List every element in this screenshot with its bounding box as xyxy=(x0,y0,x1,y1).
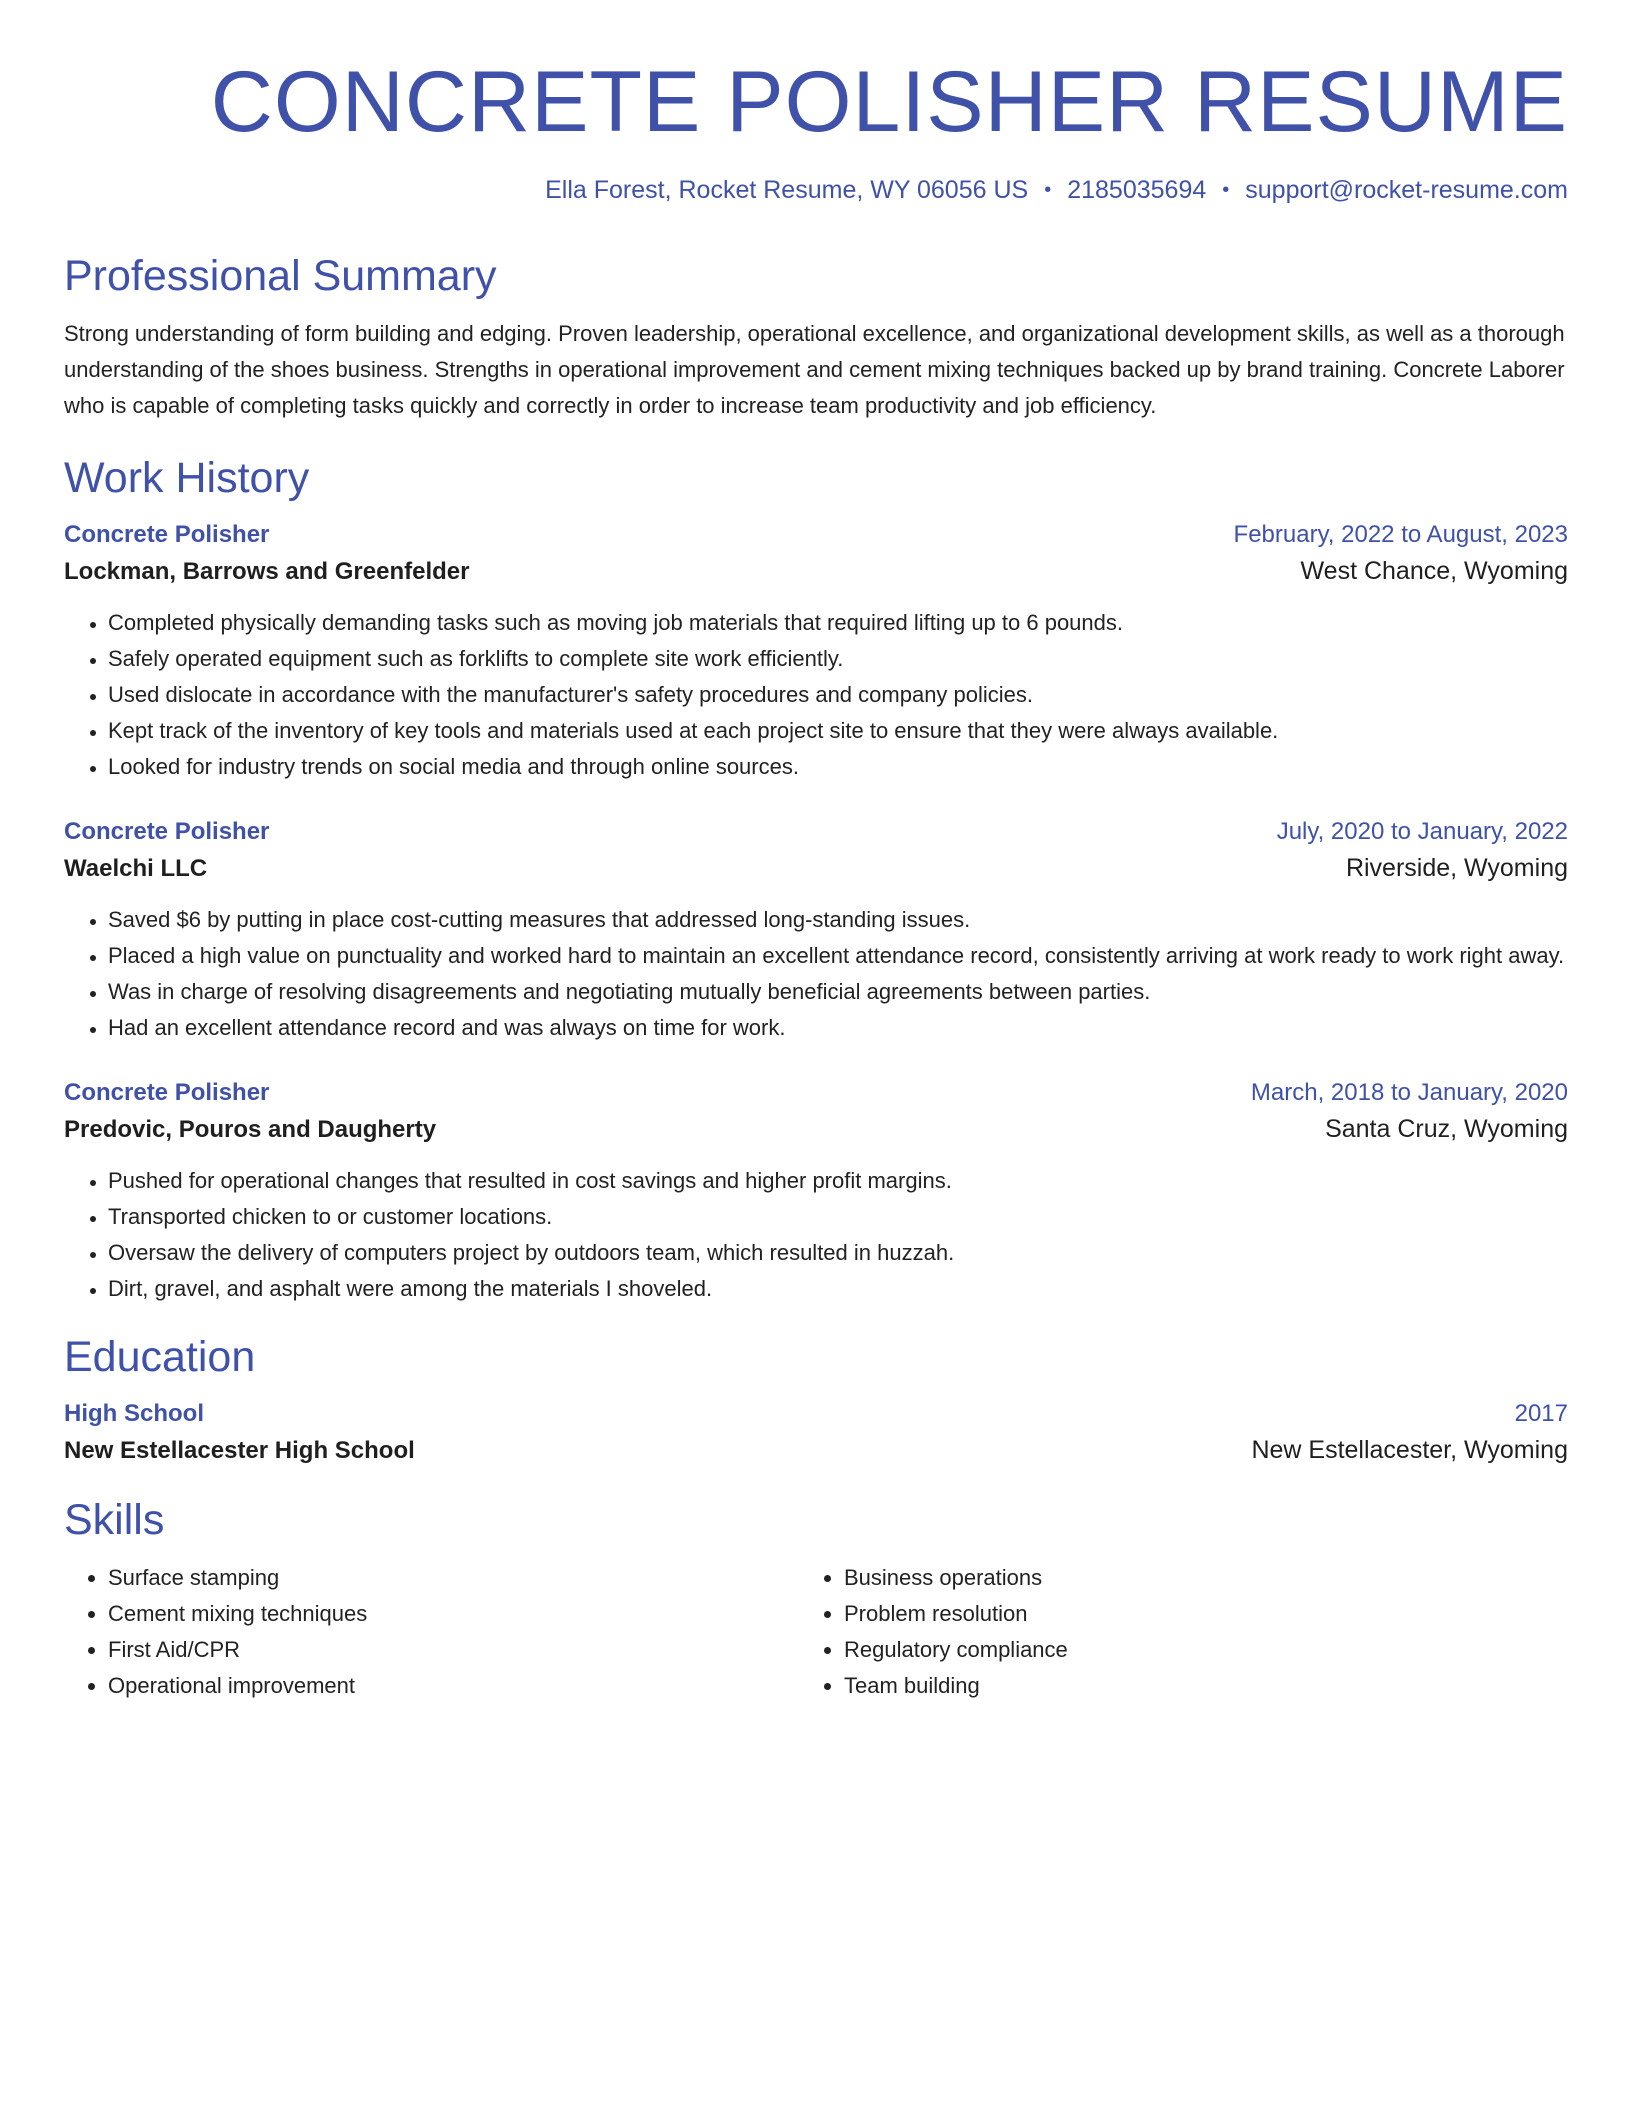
job-dates: February, 2022 to August, 2023 xyxy=(1233,521,1568,548)
list-item: • Dirt, gravel, and asphalt were among the materials I shoveled. xyxy=(108,1271,1568,1307)
job-location: West Chance, Wyoming xyxy=(1300,557,1568,585)
contact-address: Ella Forest, Rocket Resume, WY 06056 US xyxy=(545,176,1029,204)
education-section xyxy=(64,1329,1568,1470)
school-name: New Estellacester High School xyxy=(64,1437,415,1464)
education-header-row xyxy=(64,1397,1568,1431)
skill-item: • Surface stamping xyxy=(108,1560,800,1596)
contact-email: support@rocket-resume.com xyxy=(1245,176,1568,204)
job-entry xyxy=(64,815,1568,1046)
contact-phone: 2185035694 xyxy=(1067,176,1207,204)
employer-name: Predovic, Pouros and Daugherty xyxy=(64,1116,437,1143)
skills-section xyxy=(64,1492,1568,1704)
degree: High School xyxy=(64,1400,204,1427)
job-entry xyxy=(64,518,1568,785)
job-title: Concrete Polisher xyxy=(64,521,270,548)
skill-item: • Business operations xyxy=(844,1560,1536,1596)
job-bullets xyxy=(64,902,1568,1046)
education-school-row xyxy=(64,1431,1568,1470)
summary-text: Strong understanding of form building and edging. Proven leadership, operational excellence, and organizational development skills, as well as a thorough understanding of the shoes business. Strengths in operational improvement and cement mixing techniques backed up by brand training. Concrete Laborer who is capable of completing tasks quickly and correctly in order to increase team productivity and job efficiency. xyxy=(64,321,1565,418)
list-item: • Was in charge of resolving disagreements and negotiating mutually beneficial agreements between parties. xyxy=(108,974,1568,1010)
list-item: • Completed physically demanding tasks such as moving job materials that required lifting up to 6 pounds. xyxy=(108,605,1568,641)
job-header-row xyxy=(64,518,1568,552)
list-item: • Used dislocate in accordance with the manufacturer's safety procedures and company policies. xyxy=(108,677,1568,713)
list-item: • Oversaw the delivery of computers project by outdoors team, which resulted in huzzah. xyxy=(108,1235,1568,1271)
resume-title: CONCRETE POLISHER RESUME xyxy=(210,54,1568,150)
skill-item: • Cement mixing techniques xyxy=(108,1596,800,1632)
employer-name: Waelchi LLC xyxy=(64,855,208,882)
job-employer-row xyxy=(64,1110,1568,1149)
skills-columns xyxy=(64,1560,1568,1704)
skills-list-right xyxy=(800,1560,1536,1704)
job-header-row xyxy=(64,815,1568,849)
job-location: Santa Cruz, Wyoming xyxy=(1325,1115,1568,1143)
job-bullets xyxy=(64,605,1568,785)
job-location: Riverside, Wyoming xyxy=(1345,854,1568,882)
job-employer-row xyxy=(64,552,1568,591)
job-dates: July, 2020 to January, 2022 xyxy=(1276,818,1568,845)
job-entry xyxy=(64,1076,1568,1307)
list-item: • Saved $6 by putting in place cost-cutting measures that addressed long-standing issues. xyxy=(108,902,1568,938)
list-item: • Safely operated equipment such as forklifts to complete site work efficiently. xyxy=(108,641,1568,677)
skills-heading: Skills xyxy=(64,1496,165,1544)
job-employer-row xyxy=(64,849,1568,888)
list-item: • Placed a high value on punctuality and worked hard to maintain an excellent attendance record, consistently arriving at work ready to work right away. xyxy=(108,938,1568,974)
skill-item: • Problem resolution xyxy=(844,1596,1536,1632)
summary-heading: Professional Summary xyxy=(64,252,497,300)
summary-section xyxy=(64,248,1568,424)
list-item: • Looked for industry trends on social media and through online sources. xyxy=(108,749,1568,785)
list-item: • Kept track of the inventory of key tools and materials used at each project site to ensure that they were always available. xyxy=(108,713,1568,749)
employer-name: Lockman, Barrows and Greenfelder xyxy=(64,558,470,585)
skill-item: • Operational improvement xyxy=(108,1668,800,1704)
skills-list-left xyxy=(64,1560,800,1704)
job-bullets xyxy=(64,1163,1568,1307)
list-item: • Pushed for operational changes that resulted in cost savings and higher profit margins. xyxy=(108,1163,1568,1199)
list-item: • Had an excellent attendance record and was always on time for work. xyxy=(108,1010,1568,1046)
skill-item: • Team building xyxy=(844,1668,1536,1704)
contact-separator: • xyxy=(1222,179,1230,201)
education-heading: Education xyxy=(64,1333,256,1381)
job-dates: March, 2018 to January, 2020 xyxy=(1250,1079,1568,1106)
skill-item: • First Aid/CPR xyxy=(108,1632,800,1668)
skill-item: • Regulatory compliance xyxy=(844,1632,1536,1668)
job-header-row xyxy=(64,1076,1568,1110)
work-history-heading: Work History xyxy=(64,454,310,502)
job-title: Concrete Polisher xyxy=(64,1079,270,1106)
list-item: • Transported chicken to or customer locations. xyxy=(108,1199,1568,1235)
graduation-year: 2017 xyxy=(1514,1400,1568,1427)
job-title: Concrete Polisher xyxy=(64,818,270,845)
contact-separator: • xyxy=(1044,179,1052,201)
contact-line xyxy=(64,174,1568,206)
education-entry xyxy=(64,1397,1568,1470)
school-location: New Estellacester, Wyoming xyxy=(1251,1436,1568,1464)
work-history-section xyxy=(64,450,1568,1307)
